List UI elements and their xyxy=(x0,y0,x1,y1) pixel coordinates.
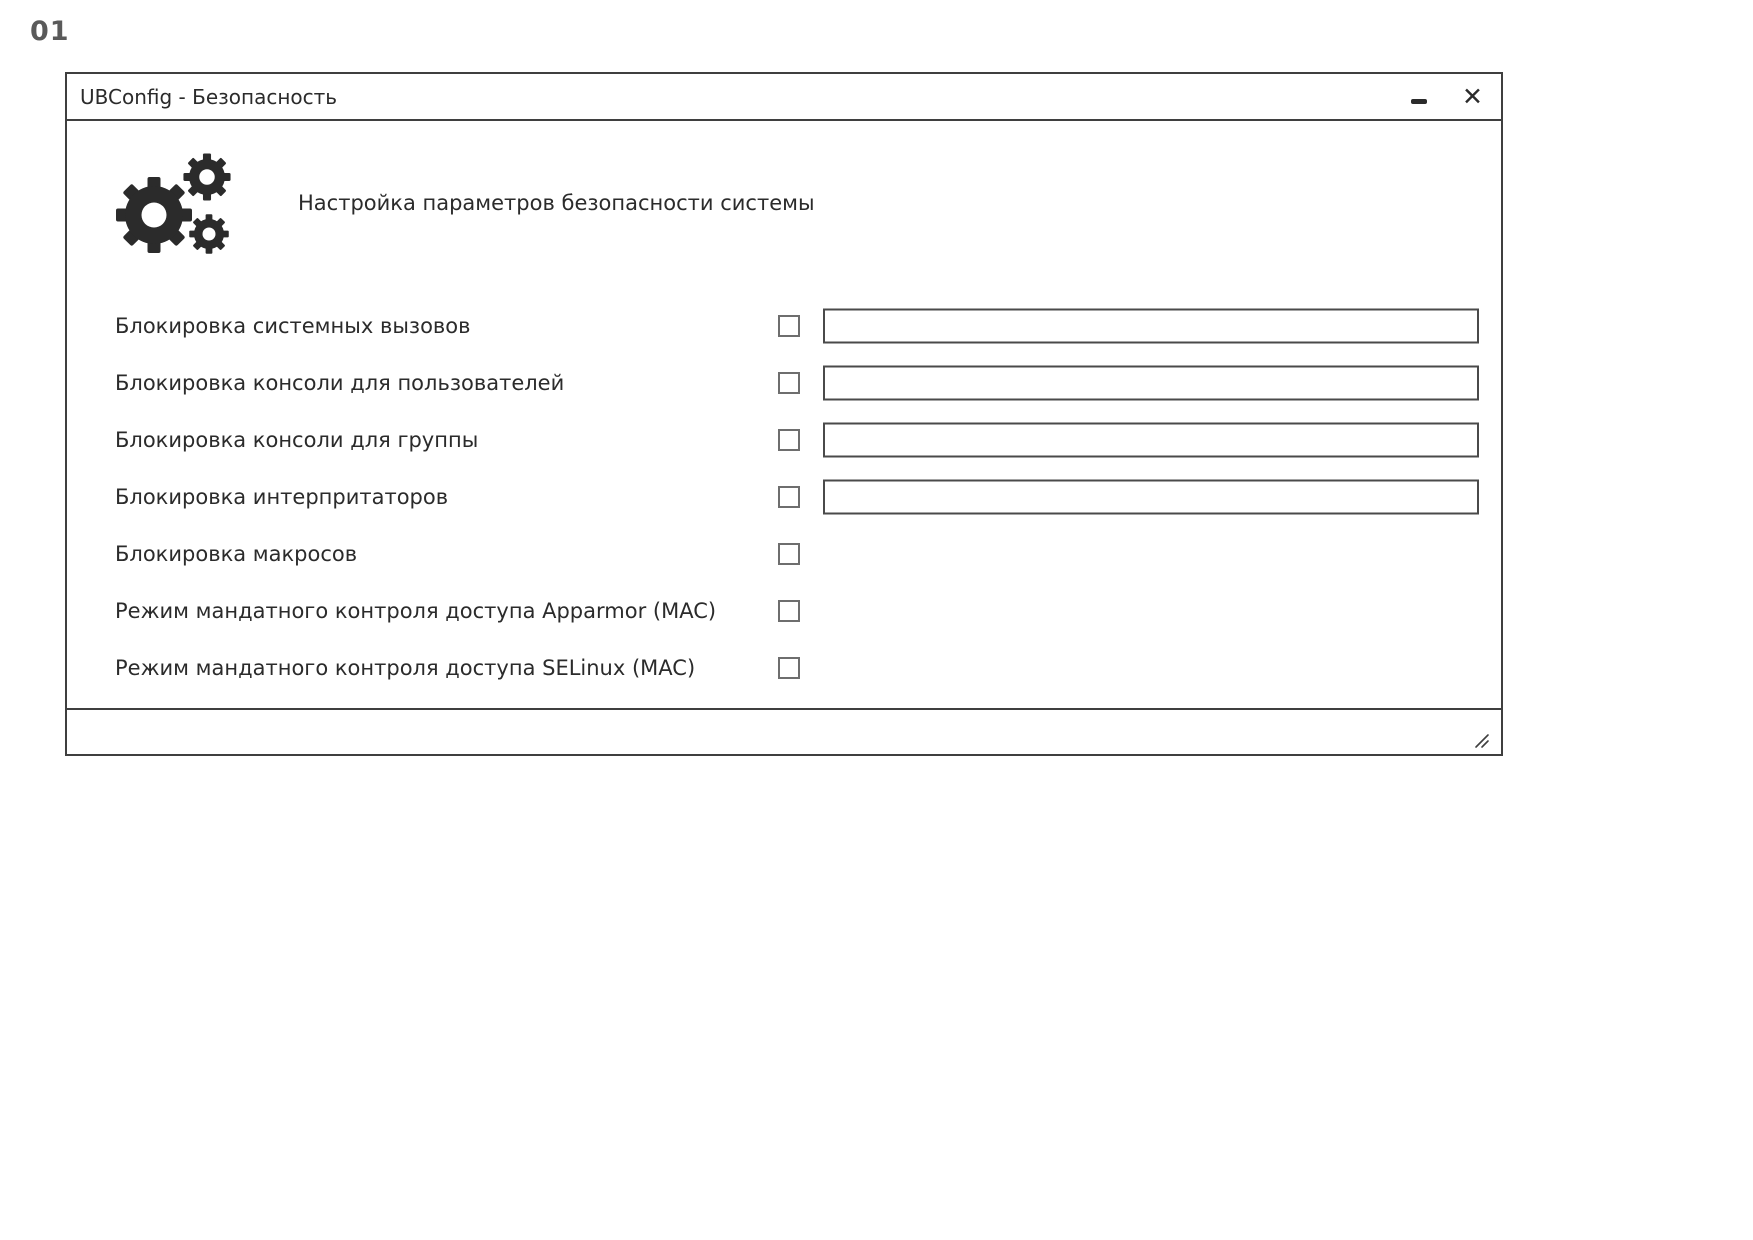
field-checkbox[interactable] xyxy=(778,315,800,337)
form-row-apparmor xyxy=(67,582,1501,639)
close-button[interactable] xyxy=(1462,84,1483,109)
field-input[interactable] xyxy=(823,308,1479,343)
resize-grip-icon[interactable] xyxy=(1469,732,1491,749)
statusbar xyxy=(67,708,1501,754)
gears-icon xyxy=(112,147,240,259)
form-row-interpreters xyxy=(67,468,1501,525)
window-title: UBConfig - Безопасность xyxy=(80,84,338,109)
titlebar-controls xyxy=(1408,84,1483,109)
minimize-button[interactable] xyxy=(1408,86,1430,108)
slide-number: 01 xyxy=(30,16,70,47)
titlebar[interactable] xyxy=(67,74,1501,121)
field-checkbox[interactable] xyxy=(778,543,800,565)
minimize-icon xyxy=(1411,99,1427,104)
field-checkbox[interactable] xyxy=(778,657,800,679)
app-header xyxy=(112,147,815,259)
field-label: Режим мандатного контроля доступа Apparmor (MAC) xyxy=(115,598,717,623)
form-row-macros xyxy=(67,525,1501,582)
field-label: Блокировка консоли для группы xyxy=(115,427,479,452)
security-form xyxy=(67,297,1501,696)
close-icon: ✕ xyxy=(1462,82,1483,111)
field-input[interactable] xyxy=(823,365,1479,400)
ubconfig-security-window xyxy=(65,72,1503,756)
field-checkbox[interactable] xyxy=(778,600,800,622)
field-checkbox[interactable] xyxy=(778,486,800,508)
field-label: Режим мандатного контроля доступа SELinux (MAC) xyxy=(115,655,696,680)
field-input[interactable] xyxy=(823,479,1479,514)
field-label: Блокировка системных вызовов xyxy=(115,313,471,338)
field-label: Блокировка интерпритаторов xyxy=(115,484,449,509)
app-description: Настройка параметров безопасности системы xyxy=(298,191,815,215)
window-content xyxy=(67,121,1501,708)
form-row-console-group xyxy=(67,411,1501,468)
field-checkbox[interactable] xyxy=(778,429,800,451)
form-row-system-calls xyxy=(67,297,1501,354)
form-row-console-users xyxy=(67,354,1501,411)
form-row-selinux xyxy=(67,639,1501,696)
field-input[interactable] xyxy=(823,422,1479,457)
field-checkbox[interactable] xyxy=(778,372,800,394)
field-label: Блокировка макросов xyxy=(115,541,358,566)
field-label: Блокировка консоли для пользователей xyxy=(115,370,565,395)
